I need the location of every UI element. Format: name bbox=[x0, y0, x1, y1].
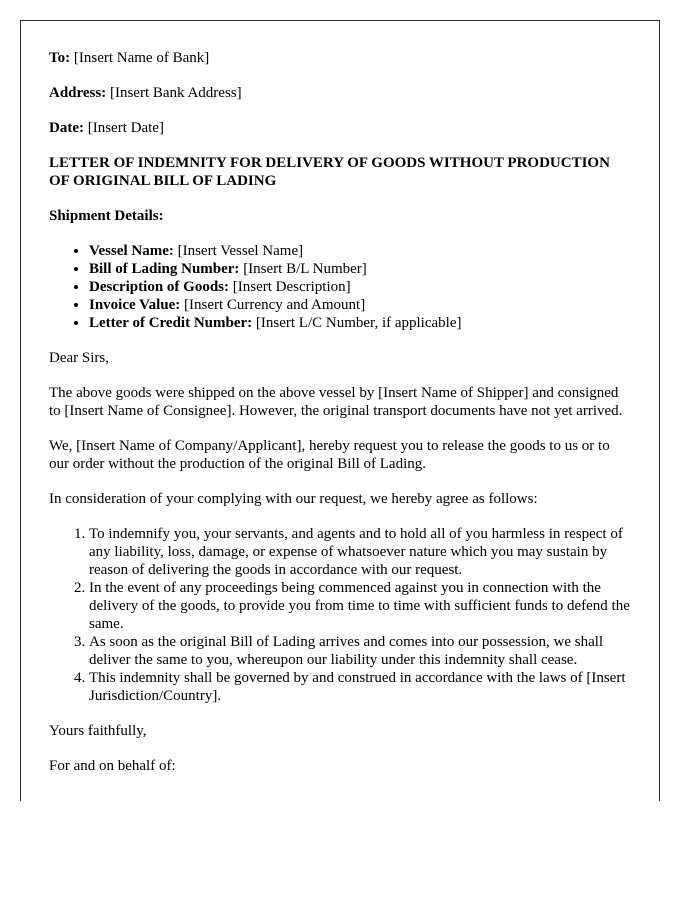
letter-title: LETTER OF INDEMNITY FOR DELIVERY OF GOODS WITHOUT PRODUCTION OF ORIGINAL BILL OF LADING bbox=[49, 155, 610, 189]
list-item: 2. In the event of any proceedings being commenced against you in connection with the delivery of the goods, to provide you from time to time with sufficient funds to defend the same. bbox=[89, 579, 631, 633]
list-item: • Bill of Lading Number: [Insert B/L Number] bbox=[89, 260, 631, 278]
date-line: Date: [Insert Date] bbox=[49, 120, 164, 136]
paragraph: The above goods were shipped on the above vessel by [Insert Name of Shipper] and consigned to [Insert Name of Consignee]. However, the original transport documents have not yet arrived. bbox=[49, 385, 623, 419]
salutation: Dear Sirs, bbox=[49, 350, 109, 366]
list-item: • Letter of Credit Number: [Insert L/C Number, if applicable] bbox=[89, 314, 631, 332]
paragraph: We, [Insert Name of Company/Applicant], hereby request you to release the goods to us or to our order without the production of the original Bill of Lading. bbox=[49, 438, 610, 472]
list-item: • Invoice Value: [Insert Currency and Amount] bbox=[89, 296, 631, 314]
list-item: 4. This indemnity shall be governed by and construed in accordance with the laws of [Insert Jurisdiction/Country]. bbox=[89, 669, 631, 705]
to-line: To: [Insert Name of Bank] bbox=[49, 50, 210, 66]
list-item: 3. As soon as the original Bill of Lading arrives and comes into our possession, we shall deliver the same to you, whereupon our liability under this indemnity shall cease. bbox=[89, 633, 631, 669]
terms-list bbox=[49, 525, 631, 705]
letter-document bbox=[20, 20, 660, 801]
paragraph: In consideration of your complying with our request, we hereby agree as follows: bbox=[49, 491, 538, 507]
list-item: 1. To indemnify you, your servants, and agents and to hold all of you harmless in respect of any liability, loss, damage, or expense of whatsoever nature which you may sustain by reason of delivering the goods in accordance with our request. bbox=[89, 525, 631, 579]
closing: Yours faithfully, bbox=[49, 723, 147, 739]
behalf-line: For and on behalf of: bbox=[49, 758, 176, 774]
list-item: • Description of Goods: [Insert Description] bbox=[89, 278, 631, 296]
shipment-heading: Shipment Details: bbox=[49, 208, 164, 224]
address-line: Address: [Insert Bank Address] bbox=[49, 85, 242, 101]
list-item: • Vessel Name: [Insert Vessel Name] bbox=[89, 242, 631, 260]
shipment-details-list bbox=[49, 242, 631, 332]
